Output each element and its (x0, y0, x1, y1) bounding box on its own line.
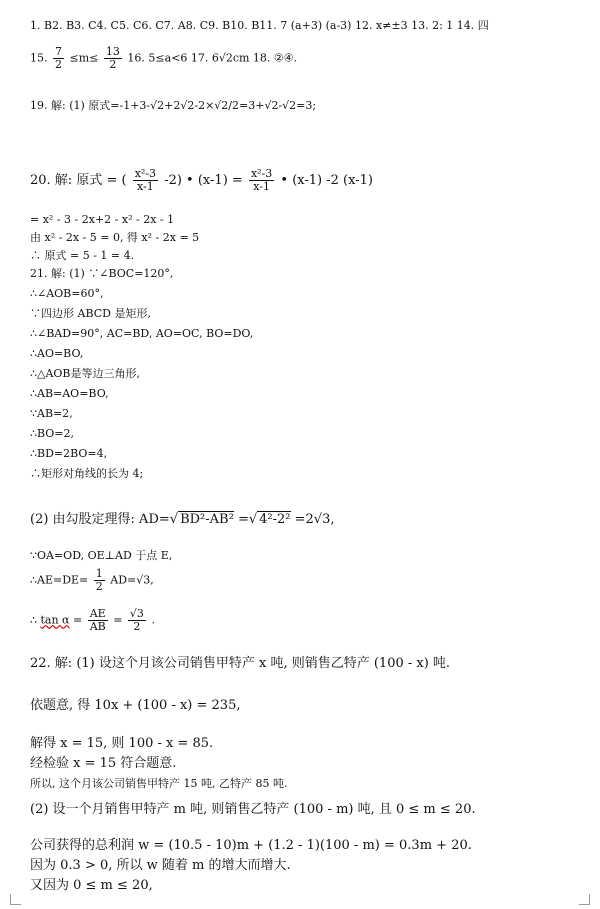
fraction-numerator: x²-3 (250, 167, 273, 180)
q20-fraction-2 (249, 168, 274, 193)
fraction-numerator: AE (89, 607, 106, 620)
q21-line-1: 21. 解: (1) ∵∠BOC=120°, (30, 267, 174, 280)
q22-line-8: 因为 0.3 > 0, 所以 w 随着 m 的增大而增大. (30, 858, 291, 873)
q20-line-1 (30, 168, 373, 193)
q19-line: 19. 解: (1) 原式=-1+3-√2+2√2-2×√2/2=3+√2-√2=3; (30, 99, 317, 112)
q21-l12-pre: (2) 由勾股定理得: AD= (30, 512, 170, 527)
q21-l12-radicand-1: BD²-AB² (180, 512, 234, 527)
fraction-denominator: x-1 (253, 180, 270, 193)
q21-l12-post: =2√3, (294, 512, 335, 527)
q22-line-3: 解得 x = 15, 则 100 - x = 85. (30, 736, 214, 751)
answers-line-2-mid: ≤m≤ (69, 51, 99, 65)
q21-line-10: ∴BD=2BO=4, (30, 447, 108, 460)
fraction-denominator: 2 (95, 580, 103, 593)
q20-line-3: 由 x² - 2x - 5 = 0, 得 x² - 2x = 5 (30, 231, 200, 244)
q21-line-2: ∴∠AOB=60°, (30, 287, 104, 300)
sqrt-sign: √ (248, 512, 258, 527)
q20-head: 20. 解: 原式 = ( (30, 173, 127, 188)
q21-line-3: ∵四边形 ABCD 是矩形, (30, 307, 151, 320)
q22-line-4: 经检验 x = 15 符合题意. (30, 756, 177, 771)
page-corner-mark-left (10, 894, 21, 905)
q21-l14-pre: ∴AE=DE= (30, 573, 89, 587)
answers-line-2-post: 16. 5≤a<6 17. 6√2cm 18. ②④. (127, 51, 298, 65)
q21-line-12 (30, 512, 335, 528)
q21-line-13: ∵OA=OD, OE⊥AD 于点 E, (30, 549, 173, 562)
q21-l14-post: AD=√3, (110, 573, 154, 587)
q21-l15-fraction-1 (88, 608, 108, 633)
q21-l15-fraction-2 (128, 608, 146, 633)
answers-line-2 (30, 46, 297, 71)
q22-line-7: 公司获得的总利润 w = (10.5 - 10)m + (1.2 - 1)(100 - m) = 0.3m + 20. (30, 838, 472, 853)
sqrt-sign: √ (169, 512, 179, 527)
fraction-numerator: 1 (95, 567, 103, 580)
q21-line-6: ∴△AOB是等边三角形, (30, 367, 140, 380)
q21-l12-radicand-2: 4²-2² (259, 512, 291, 527)
fraction-numerator: √3 (129, 607, 144, 620)
fraction-denominator: 2 (133, 620, 141, 633)
q21-l15-eq2: = (113, 613, 123, 627)
q22-line-1: 22. 解: (1) 设这个月该公司销售甲特产 x 吨, 则销售乙特产 (100 - x) 吨. (30, 656, 451, 671)
fraction-denominator: x-1 (137, 180, 154, 193)
q21-line-8: ∵AB=2, (30, 407, 73, 420)
answers-line-1: 1. B2. B3. C4. C5. C6. C7. A8. C9. B10. B11. 7 (a+3) (a-3) 12. x≠±3 13. 2: 1 14. 四 (30, 19, 489, 32)
fraction-7-2 (53, 46, 64, 71)
q22-line-9: 又因为 0 ≤ m ≤ 20, (30, 878, 153, 893)
fraction-denominator: 2 (109, 58, 117, 71)
q21-l15-eq: = (73, 613, 83, 627)
q21-line-15 (30, 608, 155, 633)
fraction-numerator: x²-3 (134, 167, 157, 180)
fraction-denominator: AB (89, 620, 106, 633)
fraction-denominator: 2 (55, 58, 62, 71)
q21-line-5: ∴AO=BO, (30, 347, 84, 360)
q20-mid: -2) • (x-1) = (164, 173, 243, 188)
q21-l12-mid: = (237, 512, 249, 527)
q21-l15-end: . (151, 613, 155, 627)
answers-line-2-pre: 15. (30, 51, 48, 65)
q21-line-11: ∴矩形对角线的长为 4; (30, 467, 144, 480)
q21-line-14 (30, 568, 154, 593)
q20-tail: • (x-1) -2 (x-1) (280, 173, 373, 188)
q21-line-4: ∴∠BAD=90°, AC=BD, AO=OC, BO=DO, (30, 327, 254, 340)
q21-line-9: ∴BO=2, (30, 427, 75, 440)
q20-line-4: ∴ 原式 = 5 - 1 = 4. (30, 249, 135, 262)
q21-l15-pre: ∴ (30, 613, 37, 627)
q22-line-2: 依题意, 得 10x + (100 - x) = 235, (30, 698, 241, 713)
q20-fraction-1 (133, 168, 158, 193)
fraction-numerator: 13 (105, 45, 120, 58)
q21-line-7: ∴AB=AO=BO, (30, 387, 109, 400)
q21-l15-tan: tan α (40, 613, 70, 627)
q22-line-6: (2) 设一个月销售甲特产 m 吨, 则销售乙特产 (100 - m) 吨, 且 0 ≤ m ≤ 20. (30, 802, 476, 817)
q22-line-5: 所以, 这个月该公司销售甲特产 15 吨, 乙特产 85 吨. (30, 777, 288, 790)
fraction-numerator: 7 (55, 45, 62, 58)
q21-l14-fraction (94, 568, 105, 593)
page-corner-mark-right (579, 894, 590, 905)
q20-line-2: = x² - 3 - 2x+2 - x² - 2x - 1 (30, 213, 175, 226)
fraction-13-2 (104, 46, 122, 71)
